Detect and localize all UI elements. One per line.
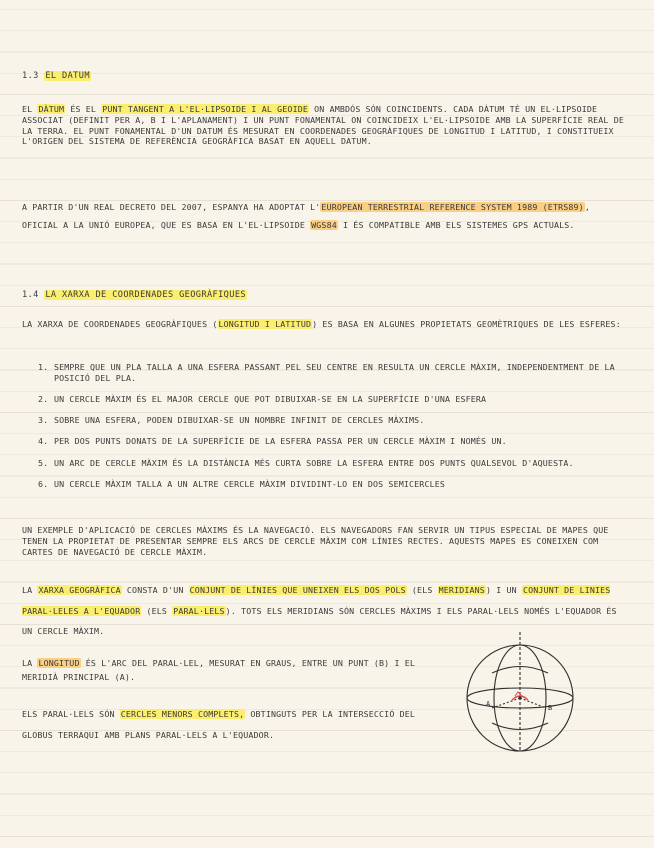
paragraph-coordinates-intro: LA XARXA DE COORDENADES GEOGRÀFIQUES (LONGITUD I LATITUD) ES BASA EN ALGUNES PROPIETATS GEOMÈTRIQUES DE LES ESFERES: xyxy=(22,319,621,329)
paragraph-parallels: ELS PARAL·LELS SÓN CERCLES MENORS COMPLETS, OBTINGUTS PER LA INTERSECCIÓ DEL GLOBUS TERRAQUI AMB PLANS PARAL·LELS A L'EQUADOR. xyxy=(22,709,416,740)
radius-to-a xyxy=(492,698,520,708)
list-item: 2. UN CERCLE MÀXIM ÉS EL MAJOR CERCLE QUE POT DIBUIXAR-SE EN LA SUPERFÍCIE D'UNA ESFERA xyxy=(38,393,487,404)
list-item: 4. PER DOS PUNTS DONATS DE LA SUPERFÍCIE DE LA ESFERA PASSA PER UN CERCLE MÀXIM I NOMÉS UN. xyxy=(38,436,507,447)
label-a: A xyxy=(486,700,491,708)
paragraph-datum-definition: EL DÀTUM ÉS EL PUNT TANGENT A L'EL·LIPSOIDE I AL GEOIDE ON AMBDÓS SÓN COINCIDENTS. CADA DÀTUM TÉ UN EL·LIPSOIDE ASSOCIAT (DEFINIT PER A, B I L'APLANAMENT) I UN PUNT FONAMENTAL ON COINCIDEIX L'EL·LIPSOIDE AMB LA SUPERFÍCIE REAL DE LA TERRA. EL PUNT FONAMENTAL D'UN DATUM ÉS MESURAT EN COORDENADES GEOGRÀFIQUES DE LONGITUD I LATITUD, I CONSTITUEIX L'ORIGEN DEL SISTEMA DE REFERÈNCIA GEOGRÀFICA BASAT EN AQUELL DATUM. xyxy=(22,104,624,147)
angle-mark xyxy=(515,692,522,696)
paragraph-longitude: LA LONGITUD ÉS L'ARC DEL PARAL·LEL, MESURAT EN GRAUS, ENTRE UN PUNT (B) I EL MERIDIÀ PRINCIPAL (A). xyxy=(22,658,416,682)
list-item: 6. UN CERCLE MÀXIM TALLA A UN ALTRE CERCLE MÀXIM DIVIDINT-LO EN DOS SEMICERCLES xyxy=(38,478,446,489)
label-b: B xyxy=(548,704,553,712)
globe-diagram xyxy=(462,630,580,752)
paragraph-geographic-grid: LA XARXA GEOGRÀFICA CONSTA D'UN CONJUNT DE LÍNIES QUE UNEIXEN ELS DOS POLS (ELS MERIDIANS) I UN CONJUNT DE LINIES PARAL·LELES A L'EQUADOR (ELS PARAL·LELS). TOTS ELS MERIDIANS SÓN CERCLES MÀXIMS I ELS PARAL·LELS NOMÉS L'EQUADOR ÉS UN CERCLE MÀXIM. xyxy=(22,585,617,636)
paragraph-etrs89: A PARTIR D'UN REAL DECRETO DEL 2007, ESPANYA HA ADOPTAT L'EUROPEAN TERRESTRIAL REFERENCE SYSTEM 1989 (ETRS89), OFICIAL A LA UNIÓ EUROPEA, QUE ES BASA EN L'EL·LIPSOIDE WGS84 I ÉS COMPATIBLE AMB ELS SISTEMES GPS ACTUALS. xyxy=(22,202,590,230)
sphere-properties-list xyxy=(22,362,628,500)
radius-to-b xyxy=(520,698,546,708)
paragraph-navigation: UN EXEMPLE D'APLICACIÓ DE CERCLES MÀXIMS ÉS LA NAVEGACIÓ. ELS NAVEGADORS FAN SERVIR UN TIPUS ESPECIAL DE MAPES QUE TENEN LA PROPIETAT DE PRESENTAR SEMPRE ELS ARCS DE CERCLE MÀXIM COM LÍNIES RECTES. AQUESTS MAPES ES CONEIXEN COM CARTES DE NAVEGACIÓ DE CERCLE MÀXIM. xyxy=(22,525,609,557)
globe-center-point xyxy=(518,696,521,699)
list-item: 1. SEMPRE QUE UN PLA TALLA A UNA ESFERA PASSANT PEL SEU CENTRE EN RESULTA UN CERCLE MÀXIM, INDEPENDENTMENT DE LA POSICIÓ DEL PLA. xyxy=(38,362,615,383)
list-item: 3. SOBRE UNA ESFERA, PODEN DIBUIXAR-SE UN NOMBRE INFINIT DE CERCLES MÀXIMS. xyxy=(38,415,425,426)
list-item: 5. UN ARC DE CERCLE MÀXIM ÉS LA DISTÀNCIA MÉS CURTA SOBRE LA ESFERA ENTRE DOS PUNTS QUALSEVOL D'AQUESTA. xyxy=(38,457,574,468)
section-heading-coordinates: 1.4 LA XARXA DE COORDENADES GEOGRÀFIQUES xyxy=(22,290,246,300)
section-heading-datum: 1.3 EL DATUM xyxy=(22,71,90,81)
